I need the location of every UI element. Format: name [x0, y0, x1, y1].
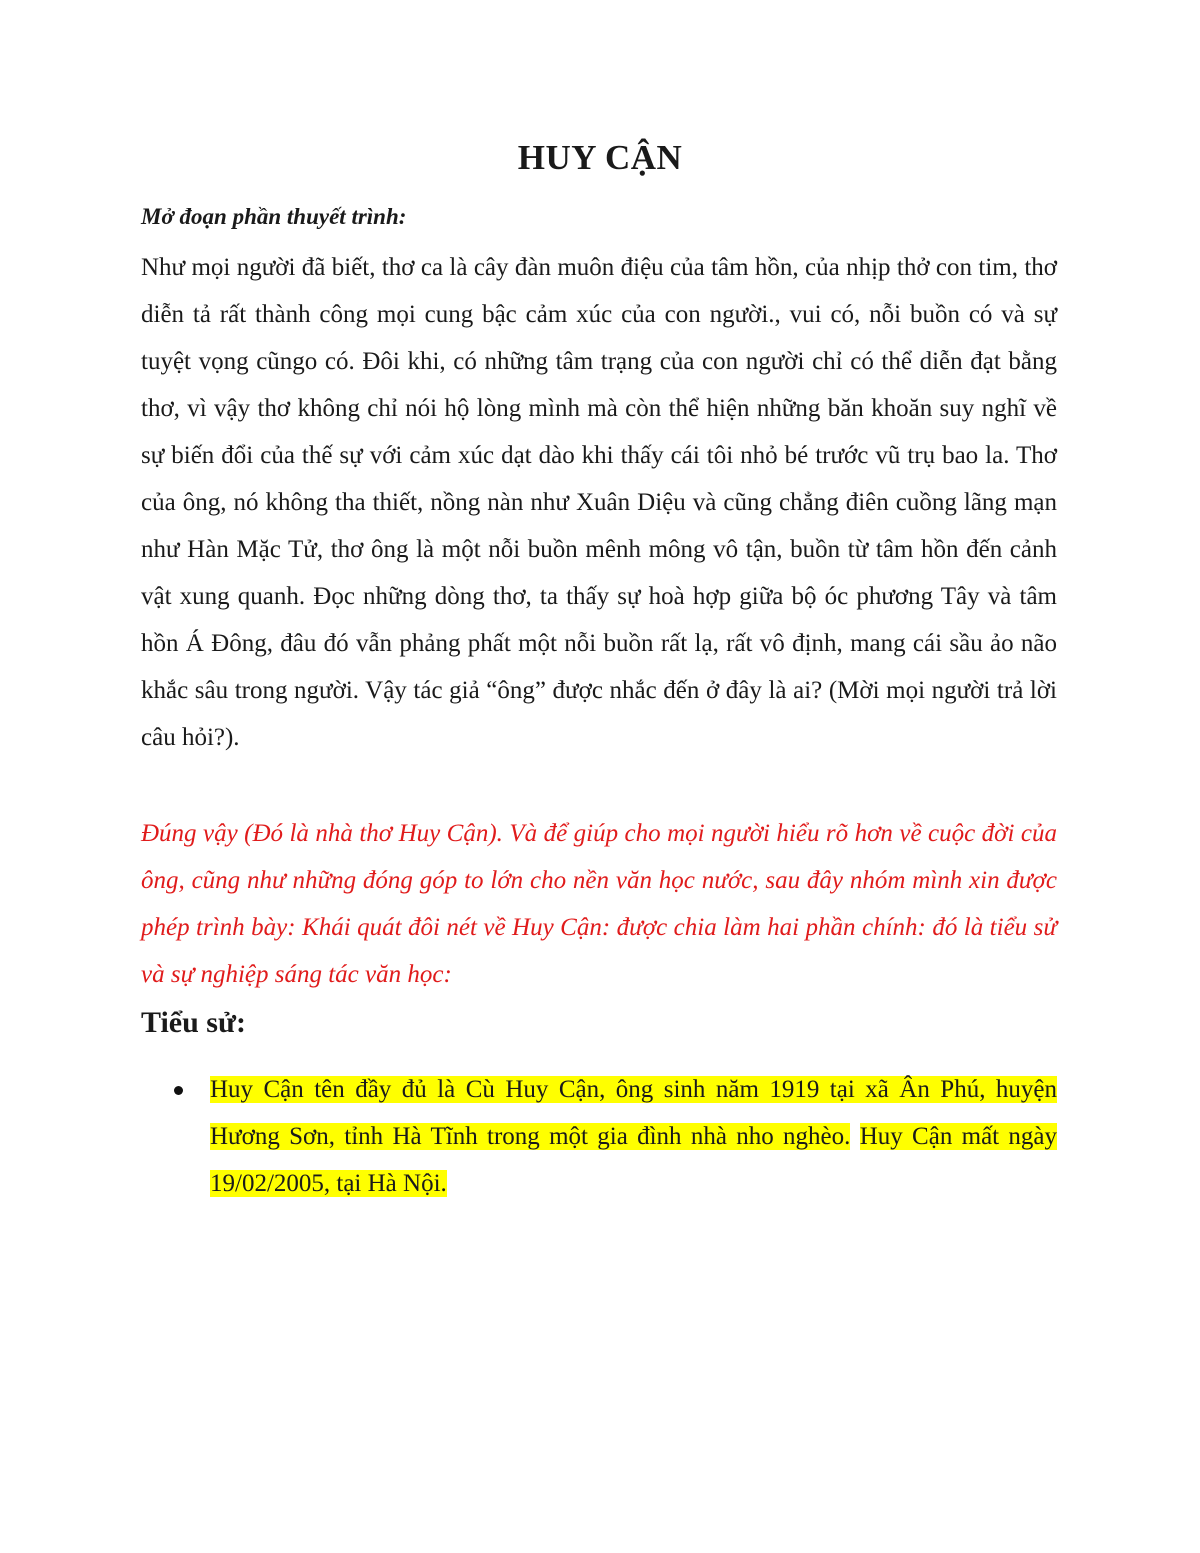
bullet-icon	[174, 1086, 183, 1095]
highlighted-birth-text: Huy Cận tên đầy đủ là Cù Huy Cận, ông sinh năm 1919 tại xã Ân Phú, huyện Hương Sơn, tỉnh Hà Tĩnh trong một gia đình nhà nho nghèo.	[210, 1076, 1057, 1150]
list-item	[141, 1066, 1057, 1207]
presentation-opening-label: Mở đoạn phần thuyết trình:	[141, 204, 407, 229]
red-italic-paragraph: Đúng vậy (Đó là nhà thơ Huy Cận). Và để giúp cho mọi người hiểu rõ hơn về cuộc đời của ông, cũng như những đóng góp to lớn cho nền văn học nước, sau đây nhóm mình xin được phép trình bày: Khái quát đôi nét về Huy Cận: được chia làm hai phần chính: đó là tiểu sử và sự nghiệp sáng tác văn học:	[141, 820, 1057, 988]
document-title: HUY CẬN	[517, 138, 683, 177]
biography-list	[141, 1066, 1057, 1207]
highlighted-death-text: Huy Cận mất ngày 19/02/2005, tại Hà Nội.	[210, 1123, 1058, 1197]
intro-paragraph: Như mọi người đã biết, thơ ca là cây đàn muôn điệu của tâm hồn, của nhịp thở con tim, thơ diễn tả rất thành công mọi cung bậc cảm xúc của con người., vui có, nỗi buồn có và sự tuyệt vọng cũngo có. Đôi khi, có những tâm trạng của con người chỉ có thể diễn đạt bằng thơ, vì vậy thơ không chỉ nói hộ lòng mình mà còn thể hiện những băn khoăn suy nghĩ về sự biến đổi của thế sự với cảm xúc dạt dào khi thấy cái tôi nhỏ bé trước vũ trụ bao la. Thơ của ông, nó không tha thiết, nồng nàn như Xuân Diệu và cũng chẳng điên cuồng lãng mạn như Hàn Mặc Tử, thơ ông là một nỗi buồn mênh mông vô tận, buồn từ tâm hồn đến cảnh vật xung quanh. Đọc những dòng thơ, ta thấy sự hoà hợp giữa bộ óc phương Tây và tâm hồn Á Đông, đâu đó vẫn phảng phất một nỗi buồn rất lạ, rất vô định, mang cái sầu ảo não khắc sâu trong người. Vậy tác giả “ông” được nhắc đến ở đây là ai? (Mời mọi người trả lời câu hỏi?).	[141, 254, 1057, 751]
biography-heading: Tiểu sử:	[141, 1006, 246, 1039]
